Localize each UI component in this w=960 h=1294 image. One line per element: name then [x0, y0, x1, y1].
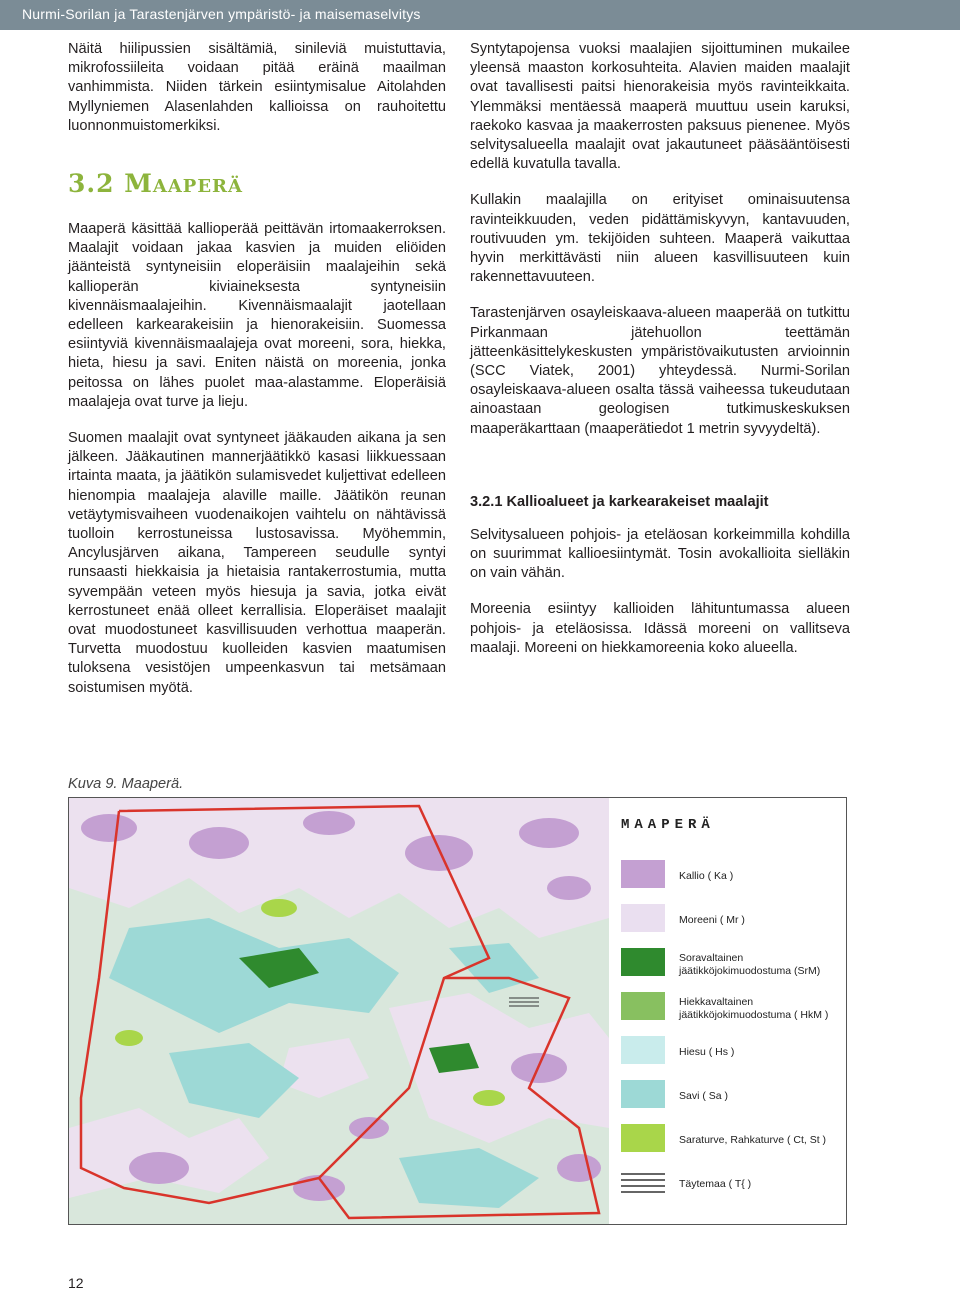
- legend-title: MAAPERÄ: [621, 817, 715, 833]
- legend-label: Soravaltainen jäätikköjokimuodostuma (SrM): [679, 952, 821, 977]
- legend-label: Savi ( Sa ): [679, 1090, 729, 1102]
- right-paragraph-3: Tarastenjärven osayleiskaava-alueen maaperää on tutkittu Pirkanmaan jätehuollon teettämän jätteenkäsittelykeskusten ympäristövaikutusten arvioinnin (SCC Viatek, 2001) yhteydessä. Nurmi-Sorilan osayleiskaava-alueen osalta tässä vaiheessa tukeudutaan ainoastaan geologisen tutkimuskeskuksen maaperäkarttaan (maaperätiedot 1 metrin syvyydeltä).: [470, 305, 850, 437]
- legend-label: Hiekkavaltainen jäätikköjokimuodostuma ( HkM ): [679, 996, 829, 1021]
- right-paragraph-4: Selvitysalueen pohjois- ja eteläosan korkeimmilla kohdilla on suurimmat kallioesiintymät. Tosin avokallioita sielläkin on vain vähän.: [470, 526, 850, 582]
- legend-label: Moreeni ( Mr ): [679, 914, 745, 926]
- right-paragraph-5: Moreenia esiintyy kallioiden lähituntumassa alueen pohjois- ja eteläosissa. Idässä moreeni on vallitseva maalaji. Moreeni on hiekkamoreenia koko alueella.: [470, 601, 850, 656]
- page-header: [0, 0, 960, 30]
- figure-caption: Kuva 9. Maaperä.: [68, 776, 184, 792]
- legend-label: Täytemaa ( T{ ): [679, 1178, 752, 1190]
- right-paragraph-2: Kullakin maalajilla on erityiset ominaisuutensa ravinteikkuuden, veden pidättämiskyvyn, kantavuuden, routivuuden ym. tekijöiden suhteen. Maaperä vaikuttaa hyvin merkittävästi niin alueen kasvillisuuteen kuin rakennettavuuteen.: [470, 192, 850, 286]
- section-title: 3.2 Maaperä: [68, 169, 243, 199]
- left-column: [68, 40, 446, 698]
- legend-label: Saraturve, Rahkaturve ( Ct, St ): [679, 1134, 827, 1146]
- soil-map-figure: [68, 797, 847, 1225]
- subsection-title: 3.2.1 Kallioalueet ja karkearakeiset maalajit: [470, 493, 769, 510]
- legend-label: Kallio ( Ka ): [679, 870, 734, 882]
- soil-map: [69, 798, 846, 1224]
- right-column: [470, 40, 850, 658]
- right-paragraph-1: Syntytapojensa vuoksi maalajien sijoittuminen mukailee yleensä maaston korkosuhteita. Alavien maiden maalajit ovat tavallisesti paitsi hienorakeisia myös ravinteikkaita. Ylemmäksi mentäessä maaperä muuttuu usein karuksi, raekoko kasvaa ja maakerrosten paksuus pienenee. Myös selvitysalueella maalajit ovat jakautuneet pääsääntöisesti edellä kuvatulla tavalla.: [470, 41, 850, 173]
- header-title: Nurmi-Sorilan ja Tarastenjärven ympäristö- ja maisemaselvitys: [22, 6, 421, 22]
- left-paragraph-3: Suomen maalajit ovat syntyneet jääkauden aikana ja sen jälkeen. Jääkautinen mannerjäätikkö kasasi liikkuessaan irtainta maata, ja jäätikön sulamisvedet kuljettivat edelleen hienompia maalajeja alaville maille. Jäätikön reunan vetäytymisvaiheen vuodenaikojen vaihtelu on nähtävissä tuolloin kerrostuneissa lustosavissa. Myöhemmin, Ancylusjärven aikana, Tampereen seudulle syntyi runsaasti hiekkaisia ja hietaisia rantakerrostumia, mutta syvempään veteen myös hiesuja ja savia, jotka eivät kerrostuneet enää olleet kerrallisia. Eloperäiset maalajit ovat muodostuneet kasvillisuuden verhottua maaperän. Turvetta muodostuu kuolleiden kasvien maatumisen tuloksena vesistöjen umpeenkasvun tai metsämaan soistumisen myötä.: [68, 430, 446, 696]
- left-paragraph-2: Maaperä käsittää kallioperää peittävän irtomaakerroksen. Maalajit voidaan jakaa kasvien ja muiden eliöiden jäänteistä syntyneisiin eloperäisiin maalajeihin sekä kallioperän kiviaineksesta syntyneisiin kivennäismaalajeihin. Kivennäismaalajit jaotellaan edelleen karkearakeisiin ja hienorakeisiin. Suomessa esiintyviä kivennäismaalajeja ovat moreeni, sora, hiekka, hieta, hiesu ja savi. Eniten näistä on moreenia, jonka peitossa on lähes puolet maa-alastamme. Eloperäisiä maalajeja ovat turve ja lieju.: [68, 221, 446, 410]
- left-paragraph-1: Näitä hiilipussien sisältämiä, sinileviä muistuttavia, mikrofossiileita voidaan pitää eräinä maailman vanhimmista. Niiden tärkein esiintymisalue Aitolahden Myllyniemen Alasenlahden kallioissa on rauhoitettu luonnonmuistomerkiksi.: [68, 41, 446, 134]
- page-number: 12: [68, 1275, 84, 1291]
- legend-label: Hiesu ( Hs ): [679, 1046, 735, 1058]
